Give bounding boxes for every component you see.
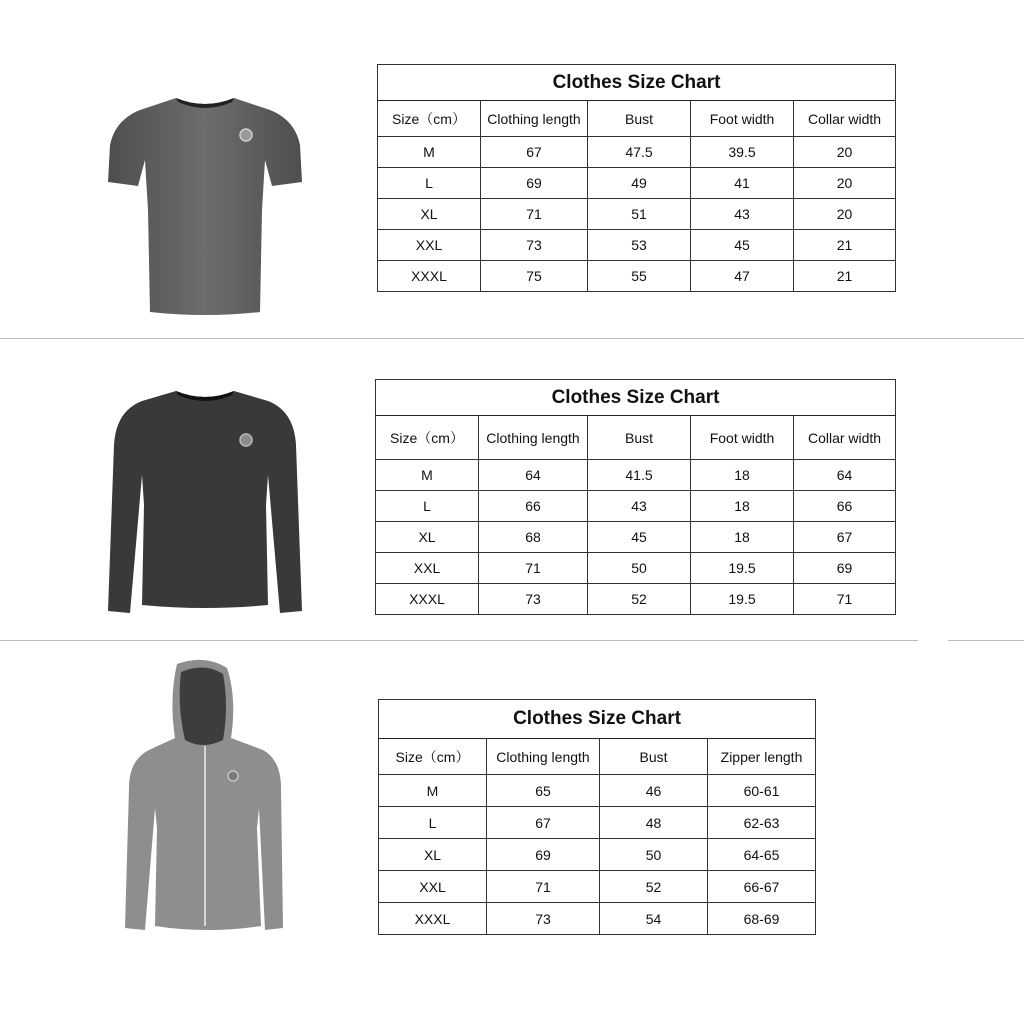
table-cell: 41 <box>691 168 794 199</box>
table-row <box>379 775 816 807</box>
table-cell: XXL <box>378 230 481 261</box>
table-cell: 49 <box>588 168 691 199</box>
table-cell: 43 <box>588 491 691 522</box>
table-cell: L <box>379 807 487 839</box>
table-cell: 69 <box>487 839 600 871</box>
table-row <box>378 261 896 292</box>
table-cell: 64 <box>479 460 588 491</box>
table-row <box>376 584 896 615</box>
table-cell: XL <box>376 522 479 553</box>
table-cell: 18 <box>691 522 794 553</box>
table-cell: 41.5 <box>588 460 691 491</box>
table-cell: 52 <box>588 584 691 615</box>
table-cell: 68 <box>479 522 588 553</box>
table-cell: 66 <box>794 491 896 522</box>
table-cell: 60-61 <box>708 775 816 807</box>
table-cell: 21 <box>794 230 896 261</box>
table-cell: 71 <box>481 199 588 230</box>
table-row <box>378 199 896 230</box>
table-cell: 46 <box>600 775 708 807</box>
table-cell: 73 <box>479 584 588 615</box>
table-cell: 51 <box>588 199 691 230</box>
table-cell: 64-65 <box>708 839 816 871</box>
zip-hoodie-icon <box>115 658 295 938</box>
table-cell: 55 <box>588 261 691 292</box>
table-cell: 66 <box>479 491 588 522</box>
table-cell: 67 <box>481 137 588 168</box>
table-cell: XXL <box>376 553 479 584</box>
size-chart-table-2 <box>375 379 896 615</box>
table-cell: 50 <box>600 839 708 871</box>
table-cell: 75 <box>481 261 588 292</box>
table-cell: 48 <box>600 807 708 839</box>
table-row <box>379 839 816 871</box>
table-cell: 45 <box>588 522 691 553</box>
column-header: Bust <box>600 739 708 775</box>
table-cell: XXL <box>379 871 487 903</box>
table-cell: L <box>378 168 481 199</box>
column-header: Bust <box>588 416 691 460</box>
table-cell: 71 <box>487 871 600 903</box>
column-header: Zipper length <box>708 739 816 775</box>
chart-title: Clothes Size Chart <box>376 380 896 416</box>
table-row <box>378 168 896 199</box>
table-cell: XXXL <box>376 584 479 615</box>
table-cell: 68-69 <box>708 903 816 935</box>
chart-title: Clothes Size Chart <box>378 65 896 101</box>
table-row <box>376 522 896 553</box>
table-cell: XXXL <box>378 261 481 292</box>
section-divider <box>0 338 1024 339</box>
column-header: Collar width <box>794 416 896 460</box>
table-cell: 45 <box>691 230 794 261</box>
table-cell: XXXL <box>379 903 487 935</box>
table-cell: 39.5 <box>691 137 794 168</box>
table-row <box>376 460 896 491</box>
column-header: Clothing length <box>479 416 588 460</box>
chart-title: Clothes Size Chart <box>379 700 816 739</box>
table-cell: 52 <box>600 871 708 903</box>
long-sleeve-shirt-icon <box>100 385 310 620</box>
table-cell: 18 <box>691 460 794 491</box>
column-header: Bust <box>588 101 691 137</box>
table-cell: 47.5 <box>588 137 691 168</box>
table-cell: 18 <box>691 491 794 522</box>
table-cell: 73 <box>487 903 600 935</box>
table-cell: 66-67 <box>708 871 816 903</box>
table-cell: 50 <box>588 553 691 584</box>
table-cell: 43 <box>691 199 794 230</box>
table-cell: 64 <box>794 460 896 491</box>
table-cell: M <box>379 775 487 807</box>
table-row <box>378 137 896 168</box>
table-cell: 54 <box>600 903 708 935</box>
table-row <box>379 807 816 839</box>
table-row <box>379 871 816 903</box>
table-cell: 20 <box>794 168 896 199</box>
table-cell: M <box>378 137 481 168</box>
column-header: Foot width <box>691 101 794 137</box>
section-divider <box>948 640 1024 641</box>
table-cell: 69 <box>794 553 896 584</box>
table-cell: 67 <box>794 522 896 553</box>
column-header: Clothing length <box>481 101 588 137</box>
table-cell: 20 <box>794 199 896 230</box>
table-cell: 19.5 <box>691 553 794 584</box>
table-row <box>379 903 816 935</box>
table-cell: 47 <box>691 261 794 292</box>
table-cell: 62-63 <box>708 807 816 839</box>
section-divider <box>0 640 918 641</box>
table-cell: XL <box>379 839 487 871</box>
table-cell: 65 <box>487 775 600 807</box>
table-cell: 67 <box>487 807 600 839</box>
table-cell: 20 <box>794 137 896 168</box>
size-chart-table-1 <box>377 64 896 292</box>
table-cell: XL <box>378 199 481 230</box>
size-chart-table-3 <box>378 699 816 935</box>
column-header: Collar width <box>794 101 896 137</box>
short-sleeve-shirt-icon <box>100 90 310 320</box>
column-header: Size（cm） <box>378 101 481 137</box>
table-row <box>378 230 896 261</box>
table-row <box>376 553 896 584</box>
column-header: Clothing length <box>487 739 600 775</box>
table-cell: 53 <box>588 230 691 261</box>
column-header: Foot width <box>691 416 794 460</box>
table-cell: M <box>376 460 479 491</box>
table-cell: 73 <box>481 230 588 261</box>
table-cell: 69 <box>481 168 588 199</box>
table-cell: 71 <box>794 584 896 615</box>
table-cell: 71 <box>479 553 588 584</box>
table-cell: 19.5 <box>691 584 794 615</box>
table-cell: 21 <box>794 261 896 292</box>
column-header: Size（cm） <box>379 739 487 775</box>
table-row <box>376 491 896 522</box>
table-cell: L <box>376 491 479 522</box>
column-header: Size（cm） <box>376 416 479 460</box>
